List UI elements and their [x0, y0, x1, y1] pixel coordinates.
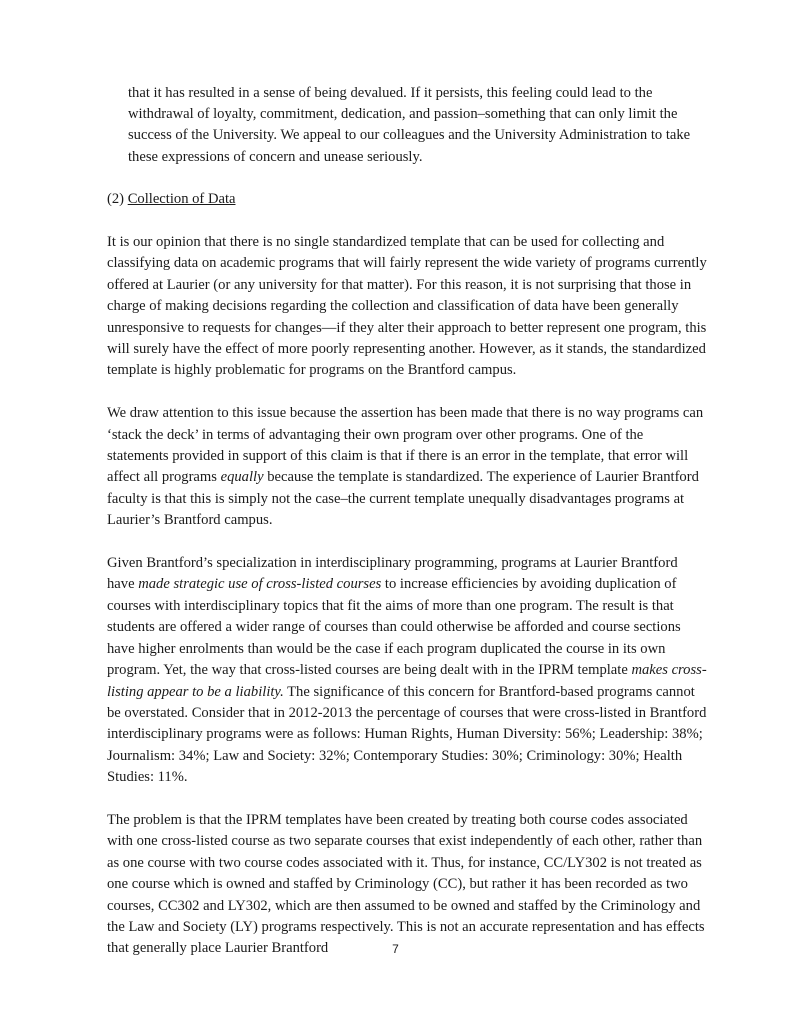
paragraph-2 [107, 403, 707, 531]
paragraph-3-emphasis-1: made strategic use of cross-listed courses [138, 576, 382, 593]
page-number: 7 [392, 942, 399, 956]
paragraph-4: The problem is that the IPRM templates have been created by treating both course codes associated with one cross-listed course as two separate courses that exist independently of each other, rather than as one course with two course codes associated with it. Thus, for instance, CC/LY302 is not treated as one course which is owned and staffed by Criminology (CC), but rather it has been recorded as two courses, CC302 and LY302, which are then assumed to be owned and staffed by the Criminology and the Law and Society (LY) programs respectively. This is not an accurate representation and has effects that generally place Laurier Brantford [107, 811, 705, 957]
paragraph-3-text-a: Given Brantford’s specialization in interdisciplinary programming, programs at Laurier Brantford have [107, 555, 678, 593]
paragraph-2-emphasis: equally [220, 469, 264, 486]
paragraph-1: It is our opinion that there is no single standardized template that can be used for collecting and classifying data on academic programs that will fairly represent the wide variety of programs currently offered at Laurier (or any university for that matter). For this reason, it is not surprising that those in charge of making decisions regarding the collection and classification of data have been generally unresponsive to requests for changes—if they alter their approach to better represent one program, this will surely have the effect of more poorly representing another. However, as it stands, the standardized template is highly problematic for programs on the Brantford campus. [107, 234, 707, 379]
paragraph-3 [107, 553, 707, 788]
section-number: (2) [107, 191, 125, 208]
paragraph-3-emphasis-2: makes cross-listing appear to be a liability. [107, 662, 707, 700]
paragraph-2-text-a: We draw attention to this issue because the assertion has been made that there is no way programs can ‘stack the deck’ in terms of advantaging their own program over other programs. One of the statements provided in support of this claim is that if there is an error in the template, that error will affect all programs [107, 405, 704, 486]
page-content [107, 68, 707, 981]
continuation-paragraph: that it has resulted in a sense of being devalued. If it persists, this feeling could lead to the withdrawal of loyalty, commitment, dedication, and passion–something that can only limit the success of the University. We appeal to our colleagues and the University Administration to take these expressions of concern and unease seriously. [128, 84, 691, 165]
paragraph-2-text-b: because the template is standardized. The experience of Laurier Brantford faculty is that this is simply not the case–the current template unequally disadvantages programs at Laurier’s Brantford campus. [107, 469, 699, 529]
paragraph-3-text-c: The significance of this concern for Brantford-based programs cannot be overstated. Consider that in 2012-2013 the percentage of courses that were cross-listed in Brantford interdisciplinary programs were as follows: Human Rights, Human Diversity: 56%; Leadership: 38%; Journalism: 34%; Law and Society: 32%; Contemporary Studies: 30%; Criminology: 30%; Health Studies: 11%. [107, 683, 707, 786]
section-heading [107, 189, 707, 210]
section-title: Collection of Data [127, 191, 236, 208]
paragraph-3-text-b: to increase efficiencies by avoiding duplication of courses with interdisciplinary topics that fit the aims of more than one program. The result is that students are offered a wider range of courses than could otherwise be afforded and course sections have higher enrolments than would be the case if each program duplicated the course in its own program. Yet, the way that cross-listed courses are being dealt with in the IPRM template [107, 576, 681, 679]
